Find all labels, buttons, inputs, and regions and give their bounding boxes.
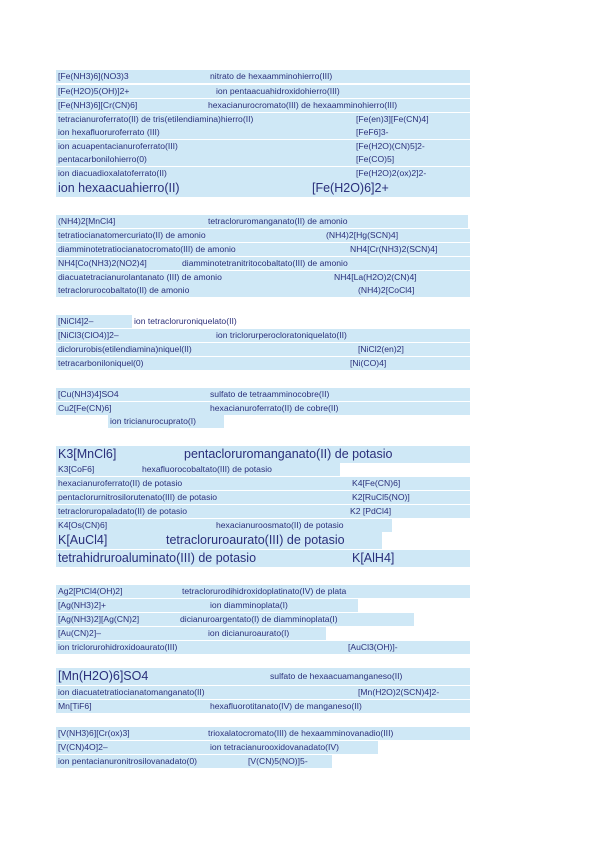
compound-name: hexafluorotitanato(IV) de manganeso(II) bbox=[208, 700, 470, 713]
formula: [NiCl2(en)2] bbox=[356, 343, 470, 356]
formula: Ag2[PtCl4(OH)2] bbox=[56, 585, 180, 598]
table-row bbox=[56, 599, 470, 612]
compound-name: pentacarbonilohierro(0) bbox=[56, 153, 356, 166]
table-row bbox=[56, 85, 470, 98]
formula: [Fe(H2O)5(OH)]2+ bbox=[56, 85, 214, 98]
formula: [V(CN)5(NO)]5- bbox=[246, 755, 332, 768]
compound-name: ion hexaacuahierro(II) bbox=[56, 180, 310, 197]
table-row bbox=[56, 613, 470, 626]
compound-name: pentaclorurnitrosilorutenato(III) de potasio bbox=[56, 491, 350, 504]
table-row bbox=[56, 463, 470, 476]
formula: NH4[Co(NH3)2(NO2)4] bbox=[56, 257, 180, 270]
table-row bbox=[56, 229, 470, 242]
formula: [Fe(H2O)(CN)5]2- bbox=[354, 140, 470, 153]
table-row bbox=[56, 153, 470, 166]
formula: [Fe(NH3)6](NO3)3 bbox=[56, 70, 212, 83]
formula: [Fe(H2O)6]2+ bbox=[310, 180, 470, 197]
table-row bbox=[56, 284, 470, 297]
table-row bbox=[56, 388, 470, 401]
compound-name: diamminotetranitritocobaltato(III) de amonio bbox=[180, 257, 470, 270]
formula: K2[RuCl5(NO)] bbox=[350, 491, 470, 504]
table-row bbox=[56, 741, 470, 754]
table-row bbox=[56, 243, 470, 256]
table-row bbox=[56, 519, 470, 532]
formula: (NH4)2[Hg(SCN)4] bbox=[324, 229, 470, 242]
table-row bbox=[56, 315, 470, 328]
compound-name: sulfato de tetraamminocobre(II) bbox=[208, 388, 470, 401]
table-row bbox=[56, 585, 470, 598]
formula: K3[CoF6] bbox=[56, 463, 140, 476]
formula: Mn[TiF6] bbox=[56, 700, 208, 713]
table-row bbox=[56, 357, 470, 370]
formula: [Mn(H2O)2(SCN)4]2- bbox=[356, 686, 470, 699]
compound-name: ion tetracianurooxidovanadato(IV) bbox=[208, 741, 378, 754]
compound-name: ion dicianuroaurato(I) bbox=[206, 627, 326, 640]
table-row bbox=[56, 140, 470, 153]
table-row bbox=[56, 271, 470, 284]
compound-name: ion diacuatetratiocianatomanganato(II) bbox=[56, 686, 356, 699]
table-row bbox=[56, 727, 470, 740]
table-row bbox=[56, 686, 470, 699]
compound-name: ion acuapentacianuroferrato(III) bbox=[56, 140, 356, 153]
table-row bbox=[56, 477, 470, 490]
table-row bbox=[56, 755, 470, 768]
formula: [Fe(H2O)2(ox)2]2- bbox=[354, 167, 470, 180]
compound-name: sulfato de hexaacuamanganeso(II) bbox=[268, 668, 470, 685]
table-row bbox=[56, 113, 470, 126]
formula: [NiCl4]2– bbox=[56, 315, 132, 328]
table-row bbox=[56, 257, 470, 270]
compound-name: tetracloruroaurato(III) de potasio bbox=[164, 532, 382, 549]
compound-name: tetracarboniloniquel(0) bbox=[56, 357, 348, 370]
formula: (NH4)2[MnCl4] bbox=[56, 215, 212, 228]
compound-name: ion tricianurocuprato(I) bbox=[108, 415, 224, 428]
formula: [FeF6]3- bbox=[354, 126, 470, 139]
compound-name: diamminotetratiocianatocromato(III) de amonio bbox=[56, 243, 348, 256]
compound-name: hexacianuroferrato(II) de cobre(II) bbox=[208, 402, 470, 415]
compound-name: diclorurobis(etilendiamina)niquel(II) bbox=[56, 343, 356, 356]
table-row bbox=[56, 532, 470, 549]
compound-name: ion diamminoplata(I) bbox=[208, 599, 358, 612]
table-row bbox=[56, 126, 470, 139]
table-row bbox=[56, 491, 470, 504]
compound-name: tetracloruropaladato(II) de potasio bbox=[56, 505, 348, 518]
table-row bbox=[56, 167, 470, 180]
table-row bbox=[56, 99, 470, 112]
compound-name: tetraclorurodihidroxidoplatinato(IV) de plata bbox=[180, 585, 470, 598]
table-row bbox=[56, 700, 470, 713]
formula: [Ag(NH3)2][Ag(CN)2] bbox=[56, 613, 178, 626]
formula: [Ni(CO)4] bbox=[348, 357, 470, 370]
compound-name: ion tetracloruroniquelato(II) bbox=[134, 316, 237, 326]
compound-name: tetraclorurocobaltato(II) de amonio bbox=[56, 284, 356, 297]
table-row bbox=[56, 402, 470, 415]
compound-name: tetratiocianatomercuriato(II) de amonio bbox=[56, 229, 324, 242]
formula: Cu2[Fe(CN)6] bbox=[56, 402, 212, 415]
formula: [NiCl3(ClO4)]2– bbox=[56, 329, 214, 342]
formula: K4[Os(CN)6] bbox=[56, 519, 214, 532]
formula: [AuCl3(OH)]- bbox=[346, 641, 470, 654]
formula: [Fe(CO)5] bbox=[354, 153, 470, 166]
compound-name: pentacloruromanganato(II) de potasio bbox=[182, 446, 470, 463]
compound-name: ion diacuadioxalatoferrato(II) bbox=[56, 167, 356, 180]
table-row bbox=[56, 343, 470, 356]
table-row bbox=[56, 329, 470, 342]
formula: [Fe(en)3][Fe(CN)4] bbox=[354, 113, 470, 126]
table-row bbox=[56, 641, 470, 654]
compound-name: ion pentaacuahidroxidohierro(III) bbox=[214, 85, 470, 98]
formula: K2 [PdCl4] bbox=[348, 505, 470, 518]
formula: (NH4)2[CoCl4] bbox=[356, 284, 470, 297]
table-row bbox=[56, 550, 470, 567]
formula: [V(NH3)6][Cr(ox)3] bbox=[56, 727, 206, 740]
formula: K4[Fe(CN)6] bbox=[350, 477, 470, 490]
table-row bbox=[56, 180, 470, 197]
formula: NH4[La(H2O)2(CN)4] bbox=[332, 271, 470, 284]
compound-name: trioxalatocromato(III) de hexaamminovanadio(III) bbox=[206, 727, 470, 740]
table-row bbox=[56, 505, 470, 518]
compound-name: ion triclorurohidroxidoaurato(III) bbox=[56, 641, 346, 654]
compound-name: hexacianuroferrato(II) de potasio bbox=[56, 477, 350, 490]
compound-name: nitrato de hexaamminohierro(III) bbox=[208, 70, 470, 83]
formula: [Ag(NH3)2]+ bbox=[56, 599, 208, 612]
formula: [Fe(NH3)6][Cr(CN)6] bbox=[56, 99, 206, 112]
table-row bbox=[56, 215, 470, 228]
compound-name: tetracianuroferrato(II) de tris(etilendiamina)hierro(II) bbox=[56, 113, 356, 126]
compound-name: dicianuroargentato(I) de diamminoplata(I) bbox=[178, 613, 414, 626]
table-row bbox=[56, 627, 470, 640]
formula: [Cu(NH3)4]SO4 bbox=[56, 388, 212, 401]
compound-name: hexafluorocobaltato(III) de potasio bbox=[140, 463, 340, 476]
compound-name: tetracloruromanganato(II) de amonio bbox=[206, 215, 468, 228]
compound-name: ion pentacianuronitrosilovanadato(0) bbox=[56, 755, 246, 768]
formula: [Mn(H2O)6]SO4 bbox=[56, 668, 268, 685]
formula: NH4[Cr(NH3)2(SCN)4] bbox=[348, 243, 470, 256]
table-row bbox=[56, 415, 470, 428]
formula: K[AlH4] bbox=[350, 550, 470, 567]
table-row bbox=[56, 668, 470, 685]
table-row bbox=[56, 446, 470, 463]
compound-name: diacuatetracianurolantanato (III) de amonio bbox=[56, 271, 332, 284]
compound-name: hexacianurocromato(III) de hexaamminohierro(III) bbox=[206, 99, 470, 112]
formula: K3[MnCl6] bbox=[56, 446, 182, 463]
compound-name: hexacianuroosmato(II) de potasio bbox=[214, 519, 392, 532]
formula: [Au(CN)2]– bbox=[56, 627, 206, 640]
formula: [V(CN)4O]2– bbox=[56, 741, 208, 754]
formula: K[AuCl4] bbox=[56, 532, 164, 549]
table-row bbox=[56, 70, 470, 83]
compound-name: ion hexafluoruroferrato (III) bbox=[56, 126, 356, 139]
compound-name: ion triclorurperocloratoniquelato(II) bbox=[214, 329, 470, 342]
compound-name: tetrahidruroaluminato(III) de potasio bbox=[56, 550, 350, 567]
